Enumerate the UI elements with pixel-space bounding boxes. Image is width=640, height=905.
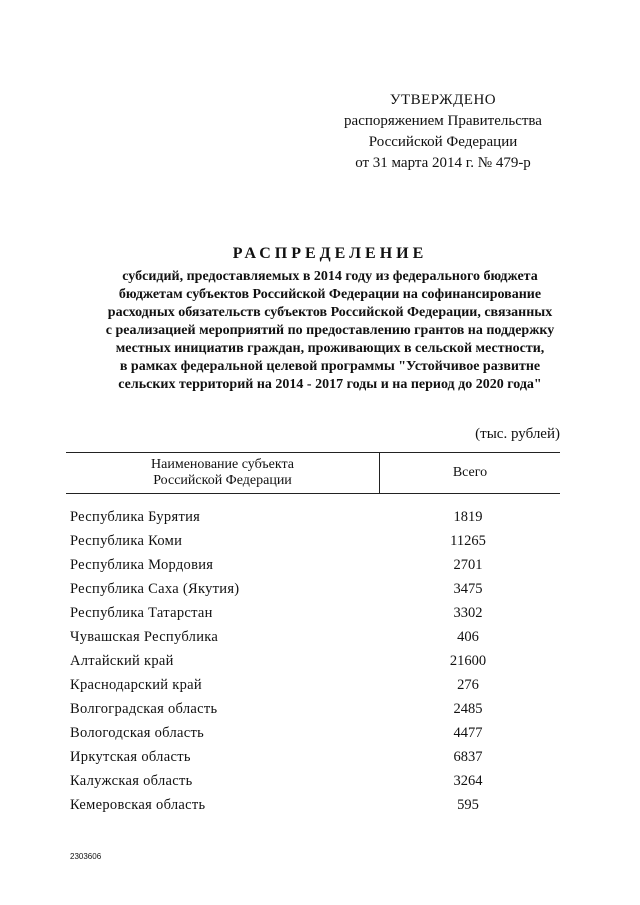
table-row [0,793,640,817]
row-subject-name: Вологодская область [70,725,205,741]
row-total: 21600 [449,653,487,669]
row-subject-name: Республика Мордовия [70,557,214,573]
heading-line: сельских территорий на 2014 - 2017 годы и на период до 2020 года" [118,377,542,392]
header-total: Всего [452,465,488,480]
table-row [0,553,640,577]
heading-line: местных инициатив граждан, проживающих в сельской местности, [115,341,545,356]
row-subject-name: Республика Бурятия [70,509,201,525]
table-row [0,505,640,529]
header-subject-line-1: Наименование субъекта [151,457,294,472]
row-total: 6837 [453,749,483,765]
approval-line-3: от 31 марта 2014 г. № 479-р [355,155,531,171]
heading-line: с реализацией мероприятий по предоставлению грантов на поддержку [105,323,555,338]
row-total: 3302 [453,605,483,621]
table-row [0,601,640,625]
document-code: 2303606 [70,852,102,861]
approval-stamp [318,90,568,174]
row-total: 3475 [453,581,483,597]
row-total: 595 [457,797,479,813]
approval-head: УТВЕРЖДЕНО [389,92,497,108]
row-subject-name: Калужская область [70,773,193,789]
row-total: 3264 [453,773,483,789]
row-subject-name: Волгоградская область [70,701,218,717]
approval-line-2: Российской Федерации [368,134,518,150]
row-total: 4477 [453,725,483,741]
header-subject-name [66,453,380,493]
table-row [0,673,640,697]
header-subject-line-2: Российской Федерации [153,473,292,488]
row-subject-name: Кемеровская область [70,797,206,813]
table-row [0,529,640,553]
table-row [0,697,640,721]
table-body [0,505,640,817]
heading-line: в рамках федеральной целевой программы "Устойчивое развитне [119,359,541,374]
document-title: РАСПРЕДЕЛЕНИЕ [232,245,428,262]
row-subject-name: Чувашская Республика [70,629,219,645]
heading-line: расходных обязательств субъектов Российской Федерации, связанных [107,305,553,320]
row-subject-name: Краснодарский край [70,677,202,693]
table-row [0,625,640,649]
approval-line-1: распоряжением Правительства [344,113,542,129]
row-total: 11265 [450,533,486,549]
heading-line: субсидий, предоставляемых в 2014 году из федерального бюджета [122,269,538,284]
row-subject-name: Иркутская область [70,749,191,765]
table-row [0,649,640,673]
row-subject-name: Республика Саха (Якутия) [70,581,240,597]
table-row [0,769,640,793]
row-subject-name: Республика Татарстан [70,605,213,621]
table-header [66,452,560,494]
table-row [0,721,640,745]
row-total: 1819 [453,509,483,525]
table-row [0,577,640,601]
row-subject-name: Республика Коми [70,533,183,549]
row-total: 406 [457,629,479,645]
units-label: (тыс. рублей) [475,426,560,442]
row-total: 276 [457,677,479,693]
row-total: 2701 [453,557,483,573]
row-total: 2485 [453,701,483,717]
document-heading [40,242,620,394]
heading-line: бюджетам субъектов Российской Федерации на софинансирование [118,287,542,302]
row-subject-name: Алтайский край [70,653,174,669]
table-row [0,745,640,769]
